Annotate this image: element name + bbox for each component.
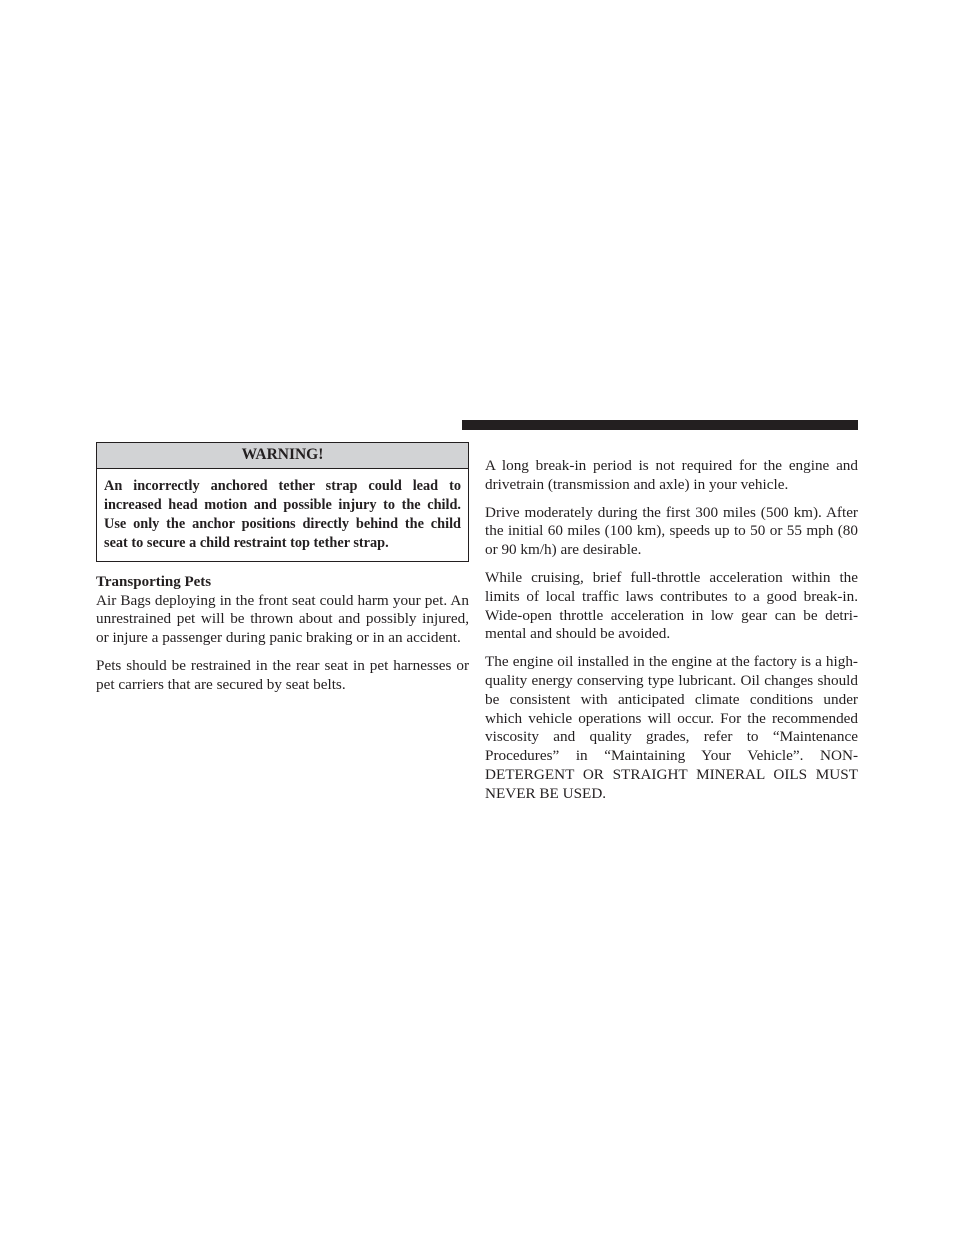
warning-text: An incorrectly anchored tether strap could lead to increased head motion and possible injury to the child. Use only the anchor positions directly behind the child seat to secure a child restraint top tether strap.	[104, 478, 461, 551]
left-column	[96, 442, 469, 695]
section-heading: Transporting Pets	[96, 573, 212, 590]
right-column	[485, 457, 858, 804]
paragraph: A long break-in period is not required for the engine and drivetrain (transmission and axle) in your vehicle.	[485, 457, 858, 493]
paragraph: Drive moderately during the first 300 miles (500 km). After the initial 60 miles (100 km), speeds up to 50 or 55 mph (80 or 90 km/h) are desirable.	[485, 503, 858, 559]
section-top-rule	[462, 420, 858, 430]
paragraph: While cruising, brief full-throttle acceleration within the limits of local traffic laws contributes to a good break-in. Wide-open throttle acceleration in low gear can be detrimental and should be avoided.	[485, 568, 858, 643]
paragraph: Air Bags deploying in the front seat could harm your pet. An unrestrained pet will be thrown about and possibly injured, or injure a passenger during panic braking or in an accident.	[96, 591, 469, 647]
paragraph: The engine oil installed in the engine at the factory is a high-quality energy conserving type lubricant. Oil changes should be consistent with anticipated climate conditions under which vehicle operations will occur. For the recommended viscosity and quality grades, refer to “Maintenance Procedures” in “Maintaining Your Vehicle”. NON-DETERGENT OR STRAIGHT MINERAL OILS MUST NEVER BE USED.	[485, 653, 858, 802]
paragraph: Pets should be restrained in the rear seat in pet harnesses or pet carriers that are secured by seat belts.	[96, 657, 469, 693]
warning-box	[96, 442, 469, 562]
warning-title: WARNING!	[97, 443, 468, 469]
